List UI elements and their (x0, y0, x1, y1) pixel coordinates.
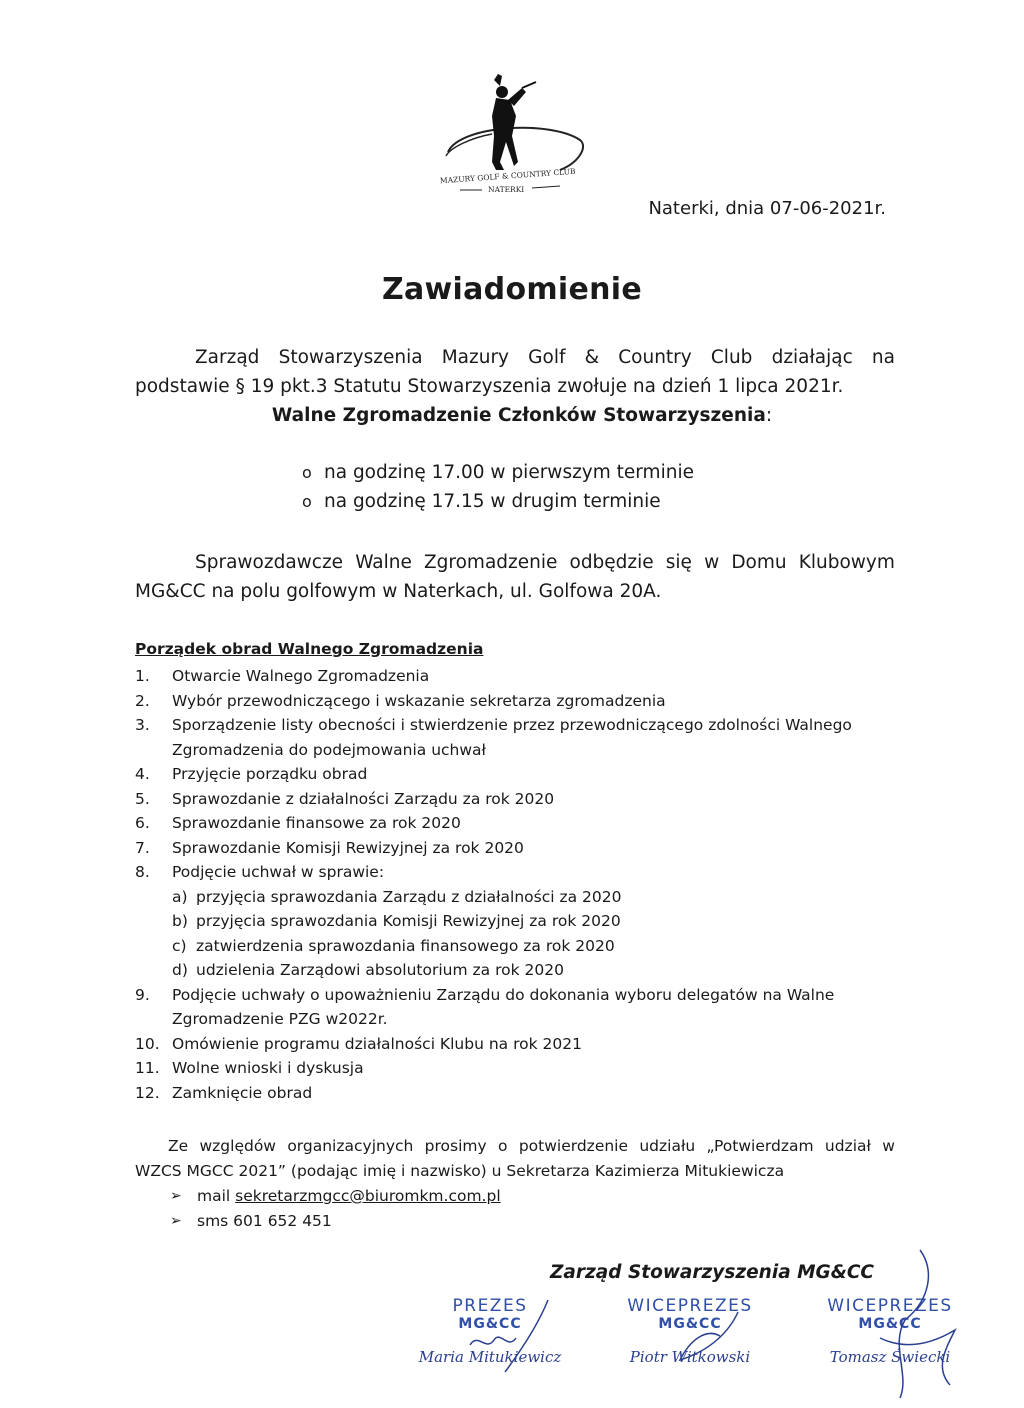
sub-text: udzielenia Zarządowi absolutorium za rok 2020 (196, 961, 564, 979)
list-item (135, 811, 895, 836)
list-item (302, 487, 694, 516)
stamp-name: Tomasz Świecki (829, 1348, 951, 1366)
arrow-bullet-icon: ➢ (170, 1212, 182, 1229)
list-item (135, 787, 895, 812)
stamp-vice-president-1 (605, 1296, 775, 1366)
item-number: 7. (135, 838, 150, 857)
logo-text-top: MAZURY GOLF & COUNTRY CLUB (439, 166, 576, 186)
word: udziału (639, 1137, 696, 1155)
date-line: Naterki, dnia 07-06-2021r. (648, 198, 886, 219)
contact-sms (170, 1209, 501, 1234)
stamp-org: MG&CC (658, 1316, 722, 1332)
confirm-line-1 (135, 1134, 895, 1159)
stamp-vice-president-2 (805, 1296, 975, 1366)
item-number: 9. (135, 985, 150, 1004)
item-text: Podjęcie uchwał w sprawie: (172, 863, 385, 881)
intro-line-1 (135, 343, 895, 372)
agenda-list (135, 664, 895, 1105)
word: & (584, 347, 600, 368)
sub-item (135, 885, 895, 910)
place-line-1 (135, 548, 895, 577)
stamp-president (410, 1296, 570, 1366)
stamp-role: WICEPREZES (627, 1296, 753, 1316)
confirm-paragraph (135, 1134, 895, 1183)
sub-item (135, 934, 895, 959)
item-number: 3. (135, 716, 150, 734)
word: Club (710, 347, 753, 368)
stamp-role: WICEPREZES (827, 1296, 953, 1316)
stamp-role: PREZES (452, 1296, 528, 1316)
page-title: Zawiadomienie (381, 272, 643, 307)
stamp-name: Piotr Witkowski (629, 1348, 751, 1366)
stamp-org: MG&CC (858, 1316, 922, 1332)
list-item-continuation (135, 1007, 895, 1032)
club-logo (430, 70, 600, 205)
word: Zarząd (195, 347, 260, 368)
word: działając (771, 347, 853, 368)
item-number: 12. (135, 1083, 160, 1102)
item-text: Sporządzenie listy obecności i stwierdzenie przez przewodniczącego zdolności Walnego (172, 716, 852, 734)
item-text: Zamknięcie obrad (172, 1083, 313, 1102)
list-item-continuation (135, 738, 895, 763)
word: „Potwierdzam (706, 1137, 814, 1155)
sub-item (135, 909, 895, 934)
word: Mazury (441, 347, 510, 368)
sub-item (135, 958, 895, 983)
assembly-heading-colon: : (765, 405, 773, 426)
sub-text: przyjęcia sprawozdania Komisji Rewizyjnej za rok 2020 (196, 912, 621, 930)
term-text: na godzinę 17.00 w pierwszym terminie (324, 462, 694, 483)
email-link[interactable]: sekretarzmgcc@biuromkm.com.pl (235, 1187, 501, 1205)
intro-line-2: podstawie § 19 pkt.3 Statutu Stowarzyszenia zwołuje na dzień 1 lipca 2021r. (135, 376, 844, 397)
circle-bullet-icon: o (302, 463, 312, 482)
item-text: Podjęcie uchwały o upoważnieniu Zarządu do dokonania wyboru delegatów na Walne (172, 985, 835, 1004)
word: Zgromadzenie (424, 552, 558, 573)
word: Golf (528, 347, 566, 368)
item-text: Sprawozdanie z działalności Zarządu za rok 2020 (172, 789, 555, 808)
word: Domu (731, 552, 787, 573)
item-text: Zgromadzenia do podejmowania uchwał (172, 740, 486, 759)
word: Sprawozdawcze (195, 552, 344, 573)
word: organizacyjnych (287, 1137, 414, 1155)
item-text: Wybór przewodniczącego i wskazanie sekretarza zgromadzenia (172, 691, 666, 710)
confirm-line-2: WZCS MGCC 2021” (podając imię i nazwisko) u Sekretarza Kazimierza Mitukiewicza (135, 1161, 785, 1180)
word: udział (824, 1137, 871, 1155)
item-text: Sprawozdanie Komisji Rewizyjnej za rok 2020 (172, 838, 524, 857)
word: potwierdzenie (518, 1137, 629, 1155)
list-item (135, 860, 895, 885)
list-item (135, 664, 895, 689)
contact-label: mail (197, 1187, 236, 1205)
sms-number: sms 601 652 451 (197, 1211, 332, 1230)
sub-text: przyjęcia sprawozdania Zarządu z działalności za 2020 (196, 887, 622, 906)
item-text: Przyjęcie porządku obrad (172, 765, 368, 783)
item-number: 8. (135, 863, 150, 881)
word: w (882, 1137, 895, 1155)
word: prosimy (424, 1137, 487, 1155)
list-item (135, 762, 895, 787)
arrow-bullet-icon: ➢ (170, 1188, 182, 1204)
list-item (135, 1056, 895, 1081)
word: Stowarzyszenia (278, 347, 423, 368)
list-item (135, 689, 895, 714)
golfer-logo-icon (430, 70, 600, 205)
stamp-org: MG&CC (458, 1316, 522, 1332)
item-text: Omówienie programu działalności Klubu na rok 2021 (172, 1034, 582, 1053)
word: się (665, 552, 692, 573)
word: na (871, 347, 895, 368)
intro-paragraph (135, 343, 895, 430)
list-item (135, 983, 895, 1008)
logo-text-bottom: NATERKI (488, 185, 525, 194)
word: Ze (168, 1137, 189, 1155)
word: w (704, 552, 720, 573)
terms-list (302, 458, 694, 516)
sub-letter: d) (172, 961, 188, 979)
place-paragraph (135, 548, 895, 606)
item-number: 2. (135, 691, 150, 710)
item-number: 4. (135, 765, 150, 783)
item-text: Sprawozdanie finansowe za rok 2020 (172, 814, 461, 832)
sub-text: zatwierdzenia sprawozdania finansowego za rok 2020 (196, 936, 615, 955)
word: Walne (355, 552, 412, 573)
item-text: Wolne wnioski i dyskusja (172, 1059, 364, 1077)
item-text: Zgromadzenie PZG w2022r. (172, 1010, 388, 1028)
sub-letter: a) (172, 887, 188, 906)
item-number: 6. (135, 814, 150, 832)
contact-list (170, 1184, 501, 1233)
list-item (135, 836, 895, 861)
word: odbędzie (569, 552, 654, 573)
board-signature-heading: Zarząd Stowarzyszenia MG&CC (550, 1262, 875, 1283)
contact-mail (170, 1184, 501, 1209)
assembly-heading (135, 401, 895, 430)
agenda-heading: Porządek obrad Walnego Zgromadzenia (135, 640, 484, 658)
assembly-heading-text: Walne Zgromadzenie Członków Stowarzyszenia (271, 405, 766, 426)
stamp-name: Maria Mitukiewicz (418, 1348, 562, 1366)
item-number: 1. (135, 667, 150, 685)
word: o (498, 1137, 508, 1155)
sub-letter: b) (172, 912, 188, 930)
list-item (135, 1081, 895, 1106)
word: względów (199, 1137, 276, 1155)
term-text: na godzinę 17.15 w drugim terminie (324, 491, 661, 512)
list-item (302, 458, 694, 487)
item-number: 10. (135, 1034, 160, 1053)
place-line-2: MG&CC na polu golfowym w Naterkach, ul. Golfowa 20A. (135, 581, 662, 602)
item-number: 11. (135, 1059, 160, 1077)
item-number: 5. (135, 789, 150, 808)
word: Country (618, 347, 692, 368)
circle-bullet-icon: o (302, 492, 312, 511)
list-item (135, 713, 895, 738)
word: Klubowym (798, 552, 895, 573)
sub-letter: c) (172, 936, 187, 955)
list-item (135, 1032, 895, 1057)
item-text: Otwarcie Walnego Zgromadzenia (172, 667, 430, 685)
